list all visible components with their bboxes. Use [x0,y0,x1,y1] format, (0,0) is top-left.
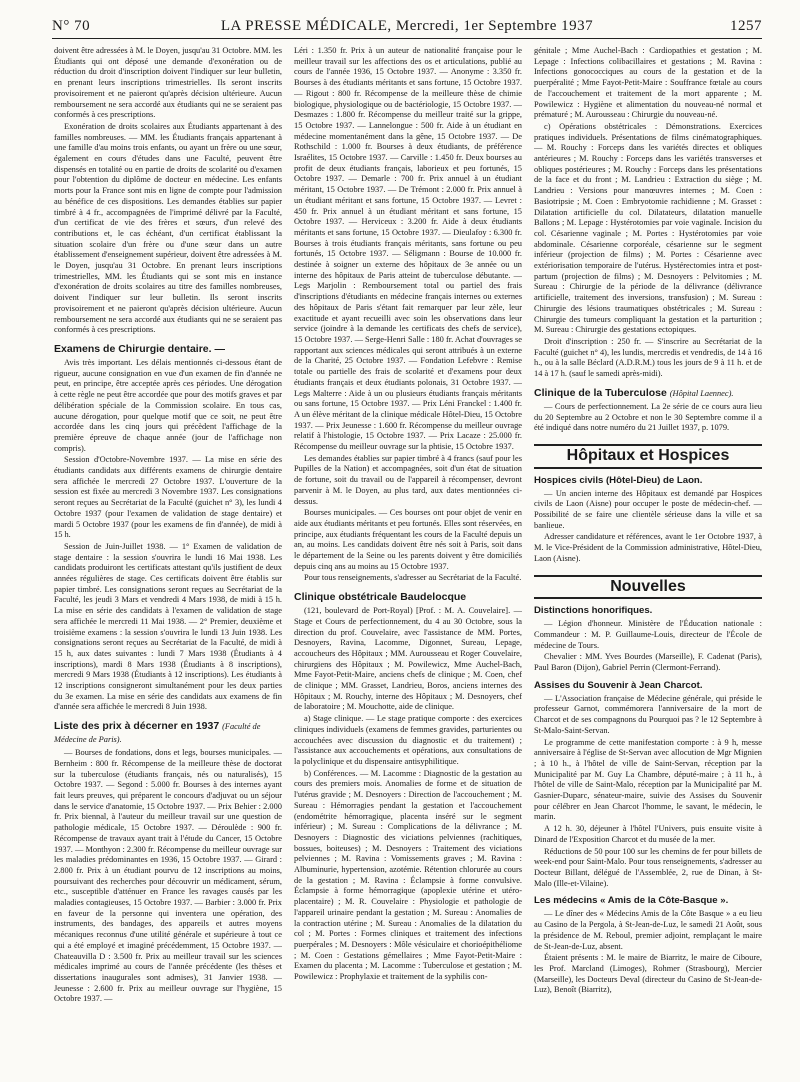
section-title: Liste des prix à décerner en 1937 [54,720,220,733]
column-1 [54,46,282,1072]
paragraph: A 12 h. 30, déjeuner à l'hôtel l'Univers, puis ensuite visite à Dinard de l'Exposition Charcot et du musée de la mer. [534,824,762,844]
issue-number: N° 70 [52,18,91,34]
paragraph: — L'Association française de Médecine générale, qui préside le professeur Garnot, commémorera l'anniversaire de la mort de Charcot et de ses compagnons du Pourquoi pas ? le 12 Septembre à St-Malo-Saint-Servan. [534,693,762,735]
paragraph: — Cours de perfectionnement. La 2e série de ce cours aura lieu du 20 Septembre au 2 Octobre et non le 30 Septembre comme il a été indiqué dans notre numéro du 21 Juillet 1937, p. 1079. [534,401,762,433]
page-header [52,12,762,39]
paragraph: (121, boulevard de Port-Royal) [Prof. : M. A. Couvelaire]. — Stage et Cours de perfectionnement, du 4 au 30 Octobre, sous la direction du prof. Couvelaire, avec l'assistance de MM. Portes, Desnoyers, Ravina, Lacomme, Digonnet, Sureau, Lepage, accoucheurs des Hôpitaux ; MM. Aurousseau et Roger Couvelaire, chirurgiens des Hôpitaux ; M. Powilewicz, Mme Auchel-Bach, Mme Fayot-Petit-Maire, anciens chefs de clinique ; M. Coen, chef de clinique ; MM. Grasset, Landrieu, Boros, anciens internes des Hôpitaux ; M. Rouchy, interne des Hôpitaux ; M. Desnoyers, chef de laboratoire ; M. Mouchotte, aide de clinique. [294,606,522,712]
article-columns [54,46,762,1072]
block-title-hopitaux: Hôpitaux et Hospices [534,444,762,469]
paragraph: Avis très important. Les délais mentionnés ci-dessous étant de rigueur, aucune consignation en vue d'un examen de fin d'année ne peut, en principe, être acceptée après ces périodes. Une dérogation à cette règle ne peut être accordée que pour des motifs graves et par délibération spéciale de la Commission scolaire. En tous cas, aucune dérogation, pour quelque motif que ce soit, ne peut être accordée dans les cinq jours qui précèdent l'affichage de la première épreuve de chaque année (jour de l'affichage non compris). [54,357,282,453]
section-note: (Faculté de Médecine de Paris). [54,722,261,745]
paragraph: a) Stage clinique. — Le stage pratique comporte : des exercices cliniques individuels (examens de femmes gravides, parturientes ou accouchées avec discussion du diagnostic et du traitement) ; l'assistance aux accouchements et opérations, aux consultations de la polyclinique et du dispensaire antisyphilitique. [294,714,522,766]
paragraph: — Bourses de fondations, dons et legs, bourses municipales. — Bernheim : 800 fr. Récompense de la meilleure thèse de doctorat sur la tuberculose (étudiants français, nés ou naturalisés), 15 Octobre 1937. — Segond : 5.000 fr. Bourses à des internes ayant fait leurs preuves, qui préparent le concours d'adjuvat ou un séjour dans le service d'anatomie, 15 Octobre 1937. — Prix Behier : 2.000 fr. Prix biennal, à l'auteur du meilleur travail sur une question de pathologie médicale, 15 Octobre 1937. — Déroulède : 900 fr. Récompense de travaux ayant trait à l'étude du Cancer, 15 Octobre 1937. — Monthyon : 2.300 fr. Récompense du meilleur ouvrage sur les maladies prédominantes en 1936, 15 Octobre 1937. — Girard : 2.800 fr. Prix à un étudiant pourvu de 12 inscriptions au moins, poursuivant des recherches pour découvrir un médicament, sérum, etc., susceptible d'atténuer en France les ravages causés par les maladies contagieuses, 15 Octobre 1937. — Barbier : 3.000 fr. Prix en faveur de la personne qui inventera une opération, des instruments, des bandages, des appareils et autres moyens mécaniques reconnus d'une utilité générale et supérieure à tout ce qui a été employé et imaginé précédemment, 15 Octobre 1937. — Chateauvilla D : 3.500 fr. Prix au meilleur travail sur les sciences médicales imprimé au cours de l'année précédente (les thèses et dissertations inaugurales sont admises), 31 Janvier 1938. — Jeunesse : 2.600 fr. Prix au meilleur ouvrage sur l'hygiène, 15 Octobre 1937. — [54,748,282,1004]
paragraph: Léri : 1.350 fr. Prix à un auteur de nationalité française pour le meilleur travail sur les affections des os et articulations, publié au cours de l'année 1936, 15 Octobre 1937. — Anonyme : 3.350 fr. Bourses à des étudiants méritants et sans fortune, 15 Octobre 1937. — Rigout : 800 fr. Récompense de la meilleure thèse de chimie biologique, physiologique ou de bactériologie, 15 Octobre 1937. — Desmazes : 1.800 fr. Récompense du meilleur traité sur la grippe, 15 Octobre 1937. — Lannelongue : 500 fr. Aide à un étudiant en médecine momentanément dans la gêne, 15 Octobre 1937. — De Rothschild : 1.000 fr. Bourses à deux étudiants, de préférence Israélites, 15 Octobre 1937. — Carville : 1.450 fr. Deux bourses au profit de deux étudiants français, laborieux et peu fortunés, 15 Octobre 1937. — Demarle : 700 fr. Prix annuel à un étudiant méritant, 15 Octobre 1937. — De Trémont : 2.000 fr. Prix annuel à un étudiant méritant et sans fortune, 15 Octobre 1937. — Levret : 450 fr. Prix annuel à un étudiant méritant et sans fortune, 15 Octobre 1937. — Herviceux : 3.200 fr. Aide à deux étudiants méritants et sans fortune, 15 Octobre 1937. — Dieulafoy : 6.300 fr. Bourses à trois étudiants français méritants, sans fortune ou peu fortunés, 15 Octobre 1937. — Séligmann : Bourse de 10.000 fr. destinée à soigner un externe des hôpitaux de 3e année ou un interne des hôpitaux de Paris atteint de tuberculose débutante. — Legs Marjolin : Remboursement total ou partiel des frais d'inscriptions d'étudiants en médecine français internes ou externes des hôpitaux de Paris s'étant fait remarquer par leur zèle, leur exactitude et ayant recueilli avec soin les observations dans leur service (joindre à la demande les certificats des chefs de service), 15 Octobre 1937. — Serge-Henri Salle : 180 fr. Achat d'ouvrages se rapportant aux sciences médicales qui seront attribués à un externe de la Charité, 25 Octobre 1937. — Fondation Lefebvre : Remise totale ou partielle des frais de scolarité et d'examens pour deux étudiants français et deux étudiants polonais, 31 Octobre 1937. — Legs Malterre : Aide à un ou plusieurs étudiants français méritants ou sans fortune, 15 Octobre 1937. — Prix Léni Franckel : 1.400 fr. A un élève méritant de la clinique médicale Hôtel-Dieu, 15 Octobre 1937. — Prix Jeunesse : 1.600 fr. Récompense du meilleur ouvrage relatif à l'histologie, 15 Octobre 1937. — Prix Lacaze : 25.000 fr. Récompense du meilleur ouvrage sur la phtisie, 15 Octobre 1937. [294,46,522,452]
paragraph: — Légion d'honneur. Ministère de l'Éducation nationale : Commandeur : M. P. Guillaume-Louis, directeur de l'École de médecine de Tours. [534,619,762,650]
journal-title: LA PRESSE MÉDICALE, Mercredi, 1er Septembre 1937 [220,18,594,34]
paragraph: Exonération de droits scolaires aux Étudiants appartenant à des familles nombreuses. — MM. les Étudiants français appartenant à une famille d'au moins trois enfants, ou ayant un frère ou une sœur, également en cours d'études dans une Faculté, peuvent être dispensés en totalité ou en partie de droits de scolarité ou d'examen pour l'obtention du diplôme de docteur en médecine. Les enfants morts pour la France sont mis en ligne de compte pour l'admission au bénéfice de ces dispositions. Les demandes établies sur papier timbré à 4 fr., accompagnées de l'imprimé délivré par la Faculté, d'un certificat de vie des frères et sœurs, d'un relevé des contributions et, le cas échéant, d'un certificat établissant la situation scolaire d'un frère ou d'une sœur dans un autre établissement d'enseignement supérieur, doivent être adressées à M. le Doyen, jusqu'au 31 Octobre. En prenant leurs inscriptions trimestrielles, MM. les Étudiants qui se sont mis en instance d'exonération de droits scolaires au titre des familles nombreuses, doivent l'indiquer sur leur bulletin. Ils seront inscrits provisoirement et ne paieront qu'après décision ultérieure. Aucun remboursement ne sera accordé aux étudiants qui ne se seraient pas conformés à ces prescriptions. [54,121,282,335]
paragraph: — Un ancien interne des Hôpitaux est demandé par Hospices civils de Laon (Aisne) pour occuper le poste de médecin-chef. — Possibilité de se faire une clientèle sérieuse dans la ville et sa banlieue. [534,488,762,530]
section-heading-liste-des-prix [54,720,282,746]
section-heading-tuberculose [534,387,762,400]
section-heading-laon: Hospices civils (Hôtel-Dieu) de Laon. [534,474,703,486]
paragraph: b) Conférences. — M. Lacomme : Diagnostic de la gestation au cours des premiers mois. Anomalies de forme et de situation de l'utérus gravide ; M. Desnoyers : Direction de l'accouchement ; M. Sureau : Hémorragies pendant la gestation et l'accouchement (endométrite hémorragique, placenta inséré sur le segment inférieur) ; M. Sureau : Complications de la délivrance ; M. Desnoyers : Diagnostic des viciations pelviennes (rachitiques, bossues, boiteuses) ; M. Desnoyers : Traitement des viciations pelviennes ; M. Ravina : Vomissements graves ; M. Ravina : Albuminurie, hypertension, azotémie. Rétention chlorurée au cours de la gestation ; M. Ravina : Éclampsie à forme convulsive. Éclampsie à forme hémorragique (apoplexie utérine et utéro-placentaire) ; M. R. Couvelaire : Physiologie et pathologie de l'appareil urinaire pendant la gestation ; M. Sureau : Anomalies de la contraction utérine ; M. Sureau : Anomalies de la dilatation du col ; M. Portes : Formes cliniques et traitement des infections puerpérales ; M. Desnoyers : Môle vésiculaire et chorioépithéliome ; M. Coen : Gestations gémellaires ; Mme Fayot-Petit-Maire : Examen du placenta ; M. Lacomme : Tuberculose et gestation ; M. Powilewicz : Prophylaxie et traitement de la syphilis con- [294,768,522,982]
paragraph: c) Opérations obstétricales : Démonstrations. Exercices pratiques individuels. Présentations de films cinématographiques. — M. Rouchy : Forceps dans les variétés directes et obliques antérieures ; M. Rouchy : Forceps dans les variétés transverses et obliques postérieures ; M. Rouchy : Forceps dans les présentations de la face et du front ; M. Landrieu : Extraction du siège ; M. Landrieu : Versions pour manœuvres internes ; M. Coen : Basiotripsie ; M. Coen : Embryotomie rachidienne ; M. Grasset : Dilatation artificielle du col. Dilatateurs, dilatation manuelle Ballons ; M. Lepage : Hystérotomies par voie vaginale. Incision du col. Césarienne vaginale ; M. Portes : Hystérotomies par voie abdominale. Césarienne corporéale, césarienne sur le segment inférieur (projection de films) ; M. Portes : Césarienne avec extériorisation temporaire de l'utérus. Hystérectomies intra et post-partum (projection de films) ; M. Desnoyers : Pelvitomies ; M. Sureau : Chirurgie de la période de la délivrance (délivrance artificielle, traitement des inversions, transfusion) ; M. Sureau : Chirurgie des lésions traumatiques obstétricales ; M. Sureau : Chirurgie des tumeurs compliquant la gestation et la parturition ; M. Sureau : Chirurgie des gestations ectopiques. [534,121,762,335]
section-heading-distinctions: Distinctions honorifiques. [534,605,653,617]
page-number: 1257 [730,18,762,34]
paragraph: Bourses municipales. — Ces bourses ont pour objet de venir en aide aux étudiants méritants et peu fortunés. Elles sont réservées, en principe, aux étudiants fréquentant les cours de la Faculté depuis un an, au moins. Les candidats doivent être nés soit à Paris, soit dans le département de la Seine ou les parents doivent y être domiciliés depuis cinq ans au moins au 15 Octobre 1937. [294,508,522,571]
paragraph: Étaient présents : M. le maire de Biarritz, le maire de Ciboure, les Prof. Marcland (Limoges), Rohmer (Strasbourg), Mercier (Marseille), les Docteurs Deval (directeur du Casino de St-Jean-de-Luz), Benoît (Biarritz), [534,953,762,995]
paragraph: Les demandes établies sur papier timbré à 4 francs (sauf pour les Pupilles de la Nation) et accompagnées, soit d'un état de situation de fortune, soit du travail ou de l'appareil à récompenser, devront parvenir à M. le Doyen, au plus tard, aux dates mentionnées ci-dessus. [294,453,522,506]
section-heading-cote-basque: Les médecins « Amis de la Côte-Basque ». [534,895,729,907]
block-title-nouvelles: Nouvelles [534,575,762,600]
paragraph: Session d'Octobre-Novembre 1937. — La mise en série des étudiants candidats aux différents examens de chirurgie dentaire sera affichée le mercredi 27 Octobre 1937. L'ouverture de la session est fixée au mercredi 3 Novembre 1937. Les consignations seront reçues au Secrétariat de la Faculté (guichet n° 3), les lundi 4 Octobre 1937 (pour l'examen de validation de stage dentaire) et mardi 5 Octobre 1937 (pour les examens de fin d'année), de midi à 15 h. [54,455,282,540]
paragraph: Réductions de 50 pour 100 sur les chemins de fer pour billets de week-end pour Saint-Malo. Pour tous renseignements, s'adresser au Docteur Billant, délégué de l'Assemblée, 2, rue de Dinan, à St-Malo (Ille-et-Vilaine). [534,846,762,888]
paragraph: doivent être adressées à M. le Doyen, jusqu'au 31 Octobre. MM. les Étudiants qui ont déposé une demande d'exonération ou de réduction du droit d'inscription doivent l'indiquer sur leur bulletin, en prenant leurs inscriptions trimestrielles. Ils seront inscrits provisoirement et ne paieront qu'après décision ultérieure. Aucun remboursement ne sera accordé aux étudiants qui ne se seraient pas conformés à ces prescriptions. [54,46,282,120]
section-title: Clinique de la Tuberculose [534,386,667,399]
paragraph: — Le dîner des « Médecins Amis de la Côte Basque » a eu lieu au Casino de la Pergola, à St-Jean-de-Luz, le samedi 21 Août, sous la présidence de M. Reboul, premier adjoint, remplaçant le maire de St-Jean-de-Luz, absent. [534,909,762,951]
column-3 [534,46,762,1072]
paragraph: Session de Juin-Juillet 1938. — 1° Examen de validation de stage dentaire : la session s'ouvrira le lundi 16 Mai 1938. Les candidats produiront les certificats attestant qu'ils justifient de deux années régulières de stage. Ces certificats doivent être établis sur papier timbré. Les consignations seront reçues au Secrétariat de la Faculté, les jeudi 3 Mars et vendredi 4 Mars 1938, de midi à 15 h. La mise en série des candidats à l'examen de validation de stage sera affichée le mercredi 11 Mai 1938. — 2° Premier, deuxième et troisième examens : la session s'ouvrira le lundi 13 Juin 1938. Les consignations seront reçues au Secrétariat de la Faculté, de midi à 15 h, aux dates suivantes : lundi 7 Mars 1938 (Étudiants à 4 inscriptions), mardi 8 Mars 1938 (Étudiants à 8 inscriptions), mercredi 9 Mars 1938 (Étudiants à 12 inscriptions). Les étudiants à 12 inscriptions consigneront simultanément pour les deux parties du 3e examen. La mise en série des candidats aux examens de fin d'année sera affichée le mercredi 8 Juin 1938. [54,541,282,712]
paragraph: Pour tous renseignements, s'adresser au Secrétariat de la Faculté. [304,573,522,583]
paragraph: Le programme de cette manifestation comporte : à 9 h, messe anniversaire à l'église de St-Servan avec allocution de Mgr Mignien ; à 10 h., à l'hôtel de ville de Saint-Servan, réception par la Municipalité par M. Guy La Chambre, député-maire ; à 11 h., à l'hôtel de ville de Saint-Malo, réception par la Municipalité par M. Gasnier-Duparc, sénateur-maire, suivie des Assises du Souvenir pour célébrer en Jean Charcot l'homme, le savant, le médecin, le marin. [534,737,762,822]
paragraph: génitale ; Mme Auchel-Bach : Cardiopathies et gestation ; M. Lepage : Infections colibacillaires et gestations ; M. Ravina : Infections gonococciques au cours de la gestation et de la puerpéralité ; Mme Fayot-Petit-Maire : Souffrance fœtale au cours de l'accouchement et traitement de la mort apparente ; M. Powilewicz : Hygiène et alimentation du nouveau-né normal et prématuré ; M. Aurousseau : Chirurgie du nouveau-né. [534,46,762,120]
paragraph: Adresser candidature et références, avant le 1er Octobre 1937, à M. le Vice-Président de la Commission administrative, Hôtel-Dieu, Laon (Aisne). [534,532,762,563]
column-2 [294,46,522,1072]
section-heading-baudelocque: Clinique obstétricale Baudelocque [294,591,467,604]
section-heading-charcot: Assises du Souvenir à Jean Charcot. [534,679,703,691]
paragraph: Droit d'inscription : 250 fr. — S'inscrire au Secrétariat de la Faculté (guichet n° 4), les lundis, mercredis et vendredis, de 14 à 16 h., ou à la salle Béclard (A.D.R.M.) tous les jours de 9 à 11 h. et de 14 à 17 h. (sauf le samedi après-midi). [534,336,762,379]
section-heading-chirurgie-dentaire: Examens de Chirurgie dentaire. — [54,342,225,355]
paragraph: Chevalier : MM. Yves Bourdes (Marseille), F. Cadenat (Paris), Paul Baron (Dijon), Gabriel Perrin (Clermont-Ferrand). [534,652,762,673]
section-note: (Hôpital Laennec). [669,388,734,398]
